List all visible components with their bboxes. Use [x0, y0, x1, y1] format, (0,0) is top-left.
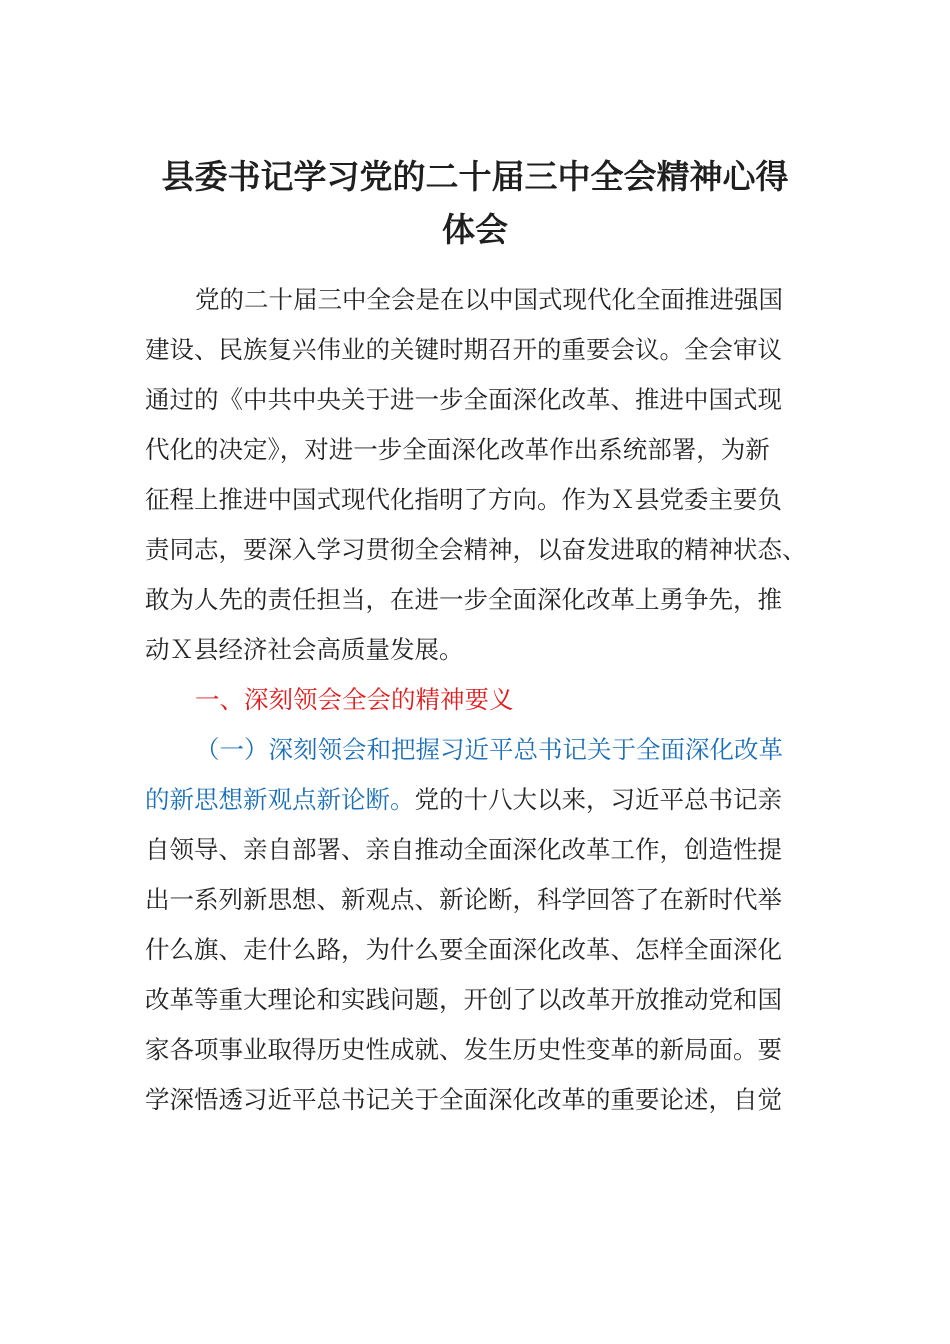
title-line-1: 县委书记学习党的二十届三中全会精神心得	[161, 157, 789, 196]
intro-line-1: 党的二十届三中全会是在以中国式现代化全面推进强国	[195, 285, 783, 314]
subsection-1-line-5: 什么旗、走什么路，为什么要全面深化改革、怎样全面深化	[145, 935, 782, 964]
document-title	[120, 150, 830, 256]
intro-line-4: 代化的决定》，对进一步全面深化改革作出系统部署，为新	[145, 435, 770, 464]
intro-line-6: 责同志，要深入学习贯彻全会精神，以奋发进取的精神状态、	[145, 535, 807, 564]
intro-line-5: 征程上推进中国式现代化指明了方向。作为Ｘ县党委主要负	[145, 485, 782, 514]
section-heading-1: 一、深刻领会全会的精神要义	[195, 685, 514, 714]
subsection-1-line-3: 自领导、亲自部署、亲自推动全面深化改革工作，创造性提	[145, 835, 782, 864]
intro-line-3: 通过的《中共中央关于进一步全面深化改革、推进中国式现	[145, 385, 782, 414]
subsection-heading-1-line-2: 的新思想新观点新论断。	[145, 785, 415, 814]
subsection-1-line-2	[145, 775, 805, 825]
subsection-1-line-8: 学深悟透习近平总书记关于全面深化改革的重要论述，自觉	[145, 1085, 782, 1114]
subsection-1-text-line-2: 党的十八大以来，习近平总书记亲	[414, 785, 782, 814]
subsection-heading-1-line-1: （一）深刻领会和把握习近平总书记关于全面深化改革	[195, 735, 783, 764]
title-line-2: 体会	[442, 210, 508, 249]
subsection-1-line-7: 家各项事业取得历史性成就、发生历史性变革的新局面。要	[145, 1035, 782, 1064]
document-body	[145, 275, 805, 1125]
subsection-1-line-6: 改革等重大理论和实践问题，开创了以改革开放推动党和国	[145, 985, 782, 1014]
intro-line-8: 动Ｘ县经济社会高质量发展。	[145, 635, 464, 664]
subsection-1-line-4: 出一系列新思想、新观点、新论断，科学回答了在新时代举	[145, 885, 782, 914]
intro-line-2: 建设、民族复兴伟业的关键时期召开的重要会议。全会审议	[145, 335, 782, 364]
intro-line-7: 敢为人先的责任担当，在进一步全面深化改革上勇争先，推	[145, 585, 782, 614]
